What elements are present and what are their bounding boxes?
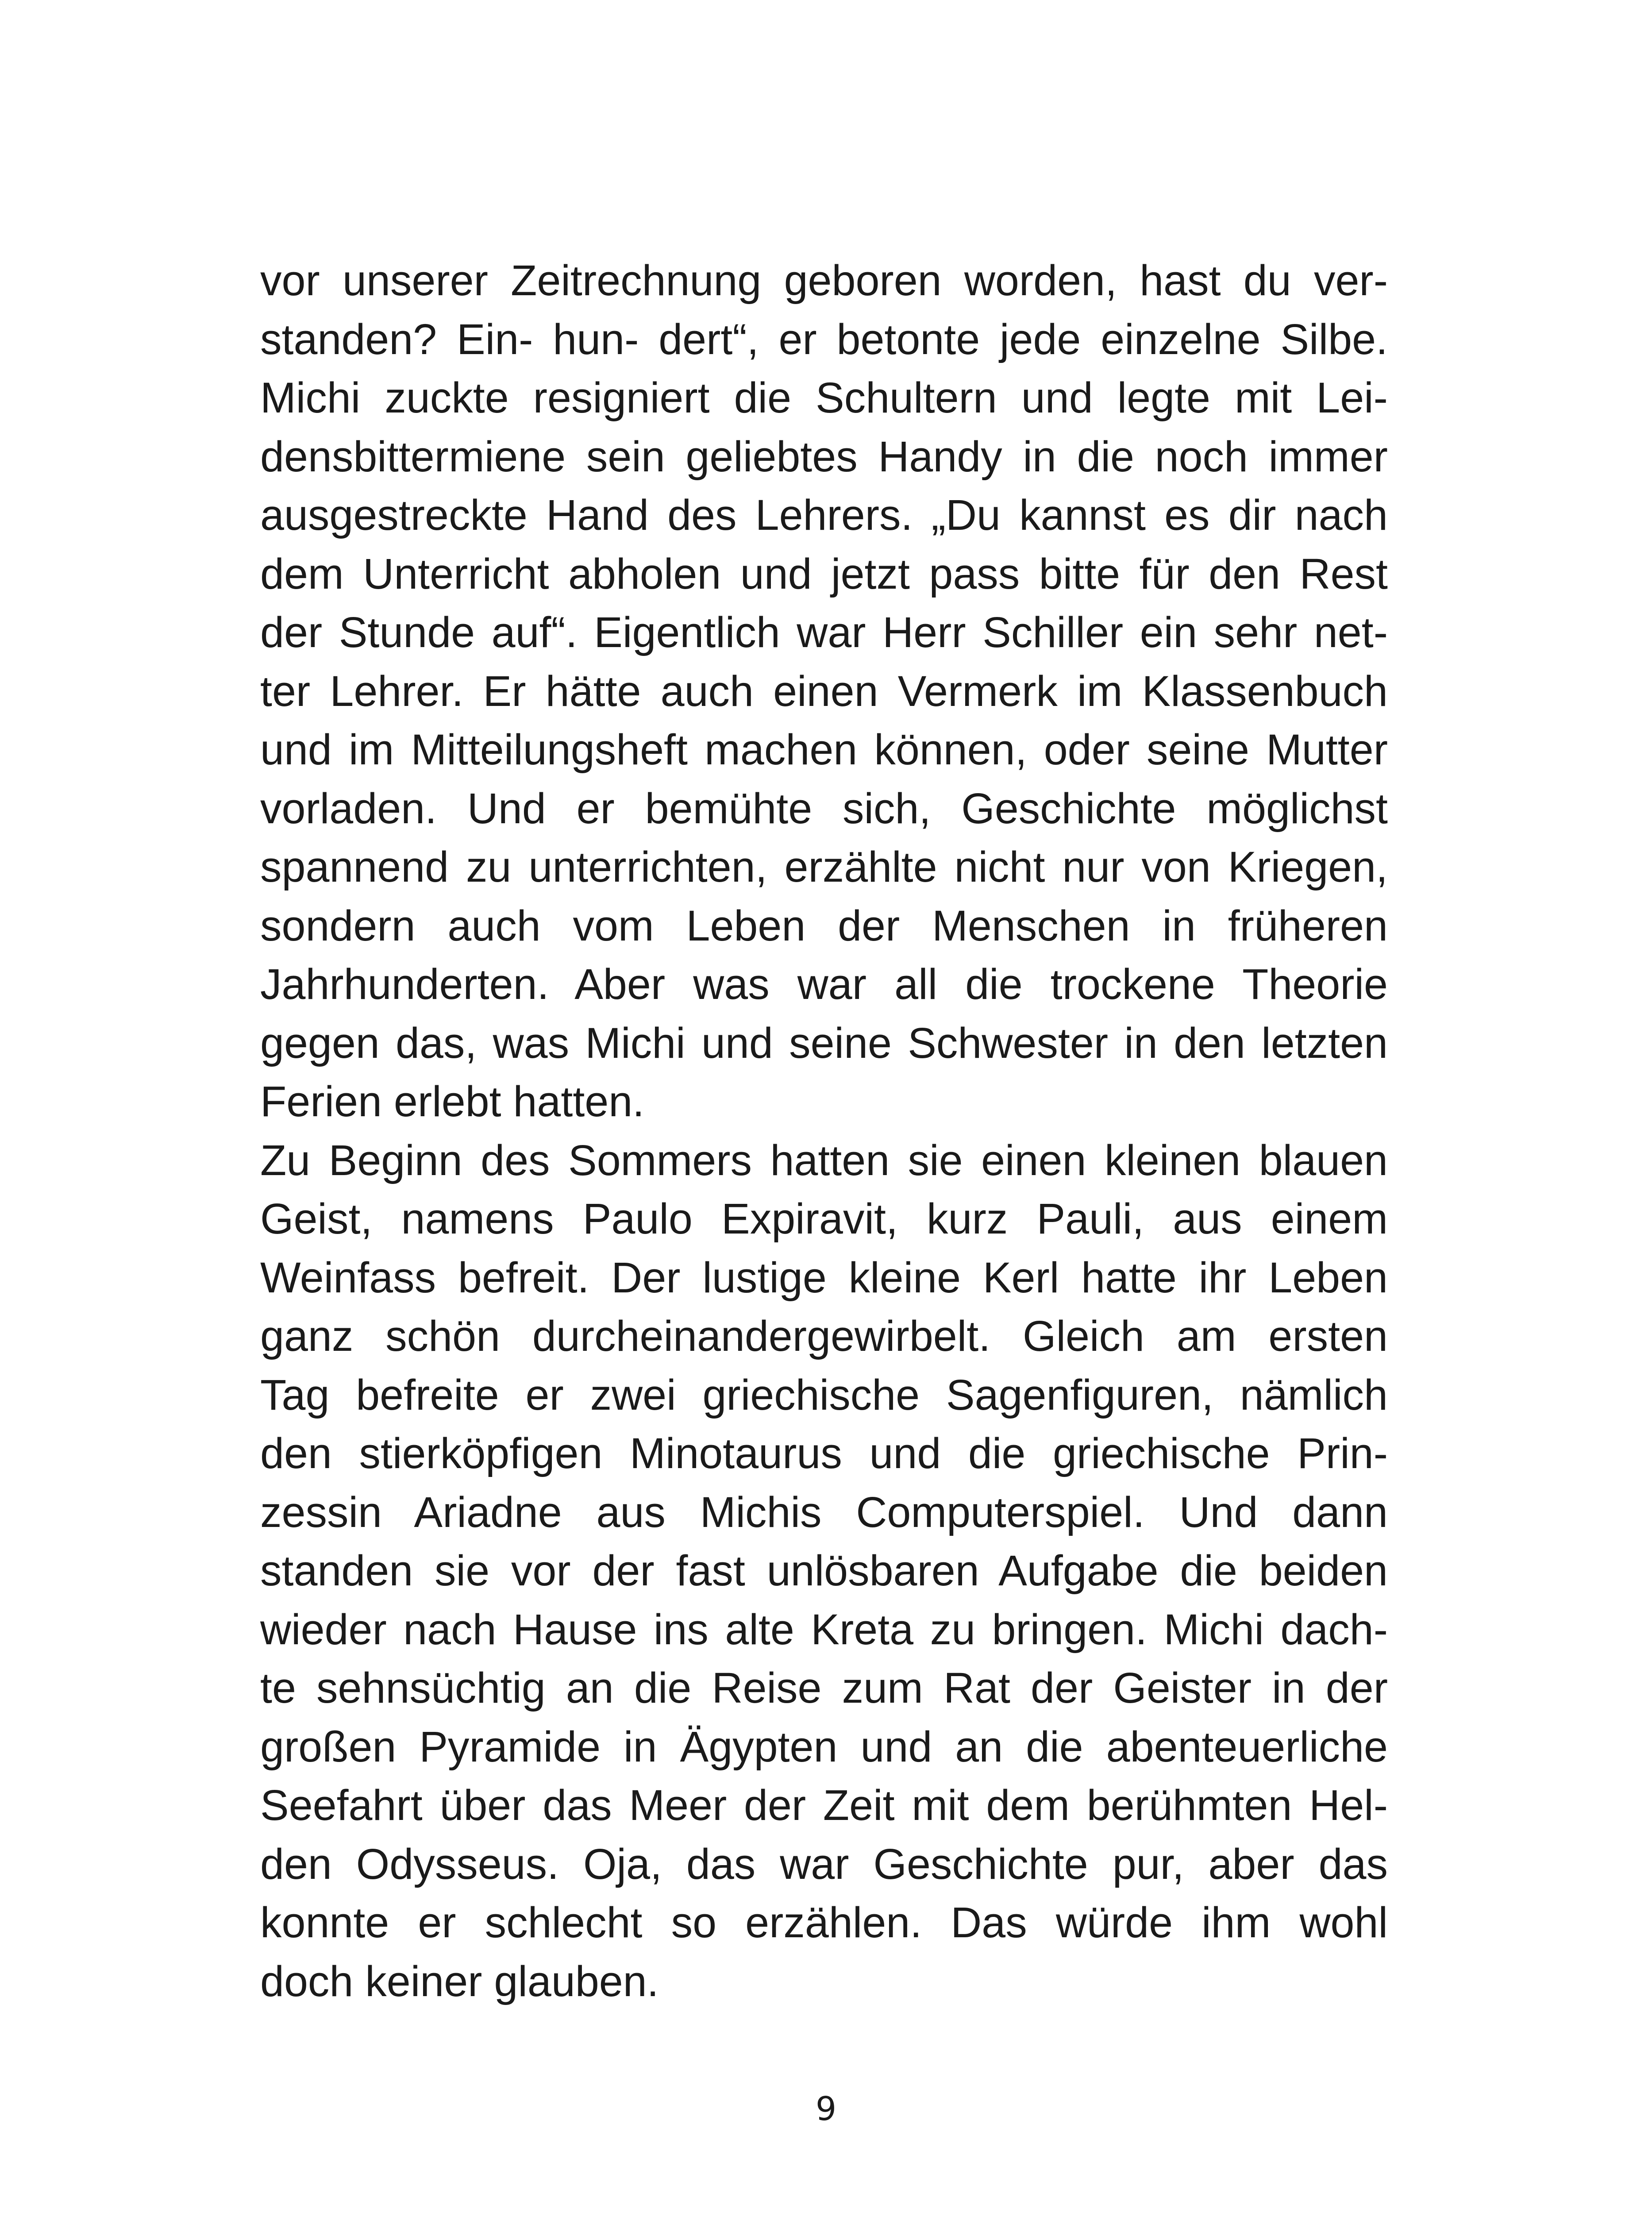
text-line: Geist, namens Paulo Expiravit, kurz Pauli, aus einem — [260, 1195, 1388, 1243]
text-line: Weinfass befreit. Der lustige kleine Kerl hatte ihr Leben — [260, 1253, 1388, 1302]
text-line: Jahrhunderten. Aber was war all die trockene Theorie — [260, 960, 1388, 1008]
text-line: großen Pyramide in Ägypten und an die abenteuerliche — [260, 1722, 1388, 1771]
text-line: standen? Ein- hun- dert“, er betonte jede einzelne Silbe. — [260, 315, 1388, 363]
text-line: Michi zuckte resigniert die Schultern und legte mit Lei- — [260, 374, 1388, 422]
text-line: standen sie vor der fast unlösbaren Aufgabe die beiden — [260, 1546, 1388, 1595]
text-line: densbittermiene sein geliebtes Handy in die noch immer — [260, 432, 1388, 481]
text-line: Seefahrt über das Meer der Zeit mit dem berühmten Hel- — [260, 1781, 1388, 1829]
text-line: und im Mitteilungsheft machen können, oder seine Mutter — [260, 725, 1388, 774]
text-line: Ferien erlebt hatten. — [260, 1077, 645, 1126]
text-line: den stierköpfigen Minotaurus und die griechische Prin- — [260, 1429, 1388, 1477]
text-line: zessin Ariadne aus Michis Computerspiel. Und dann — [260, 1488, 1388, 1536]
text-line: Tag befreite er zwei griechische Sagenfiguren, nämlich — [260, 1370, 1388, 1419]
text-line: ter Lehrer. Er hätte auch einen Vermerk im Klassenbuch — [260, 667, 1388, 715]
text-line: den Odysseus. Oja, das war Geschichte pur, aber das — [260, 1839, 1388, 1888]
text-line: wieder nach Hause ins alte Kreta zu bringen. Michi dach- — [260, 1605, 1388, 1654]
text-line: te sehnsüchtig an die Reise zum Rat der Geister in der — [260, 1664, 1388, 1712]
text-line: vor unserer Zeitrechnung geboren worden, hast du ver- — [260, 256, 1388, 305]
text-line: doch keiner glauben. — [260, 1957, 659, 2005]
text-line: ganz schön durcheinandergewirbelt. Gleich am ersten — [260, 1312, 1388, 1360]
text-line: Zu Beginn des Sommers hatten sie einen kleinen blauen — [260, 1136, 1388, 1184]
text-line: konnte er schlecht so erzählen. Das würde ihm wohl — [260, 1898, 1388, 1947]
text-line: vorladen. Und er bemühte sich, Geschichte möglichst — [260, 784, 1388, 833]
text-line: gegen das, was Michi und seine Schwester in den letzten — [260, 1018, 1388, 1067]
page-number: 9 — [815, 2090, 837, 2128]
text-line: der Stunde auf“. Eigentlich war Herr Schiller ein sehr net- — [260, 608, 1388, 656]
text-line: spannend zu unterrichten, erzählte nicht nur von Kriegen, — [260, 843, 1388, 891]
body-text — [260, 251, 1388, 2011]
text-line: sondern auch vom Leben der Menschen in früheren — [260, 901, 1388, 950]
text-line: dem Unterricht abholen und jetzt pass bitte für den Rest — [260, 549, 1388, 598]
text-line: ausgestreckte Hand des Lehrers. „Du kannst es dir nach — [260, 491, 1388, 539]
